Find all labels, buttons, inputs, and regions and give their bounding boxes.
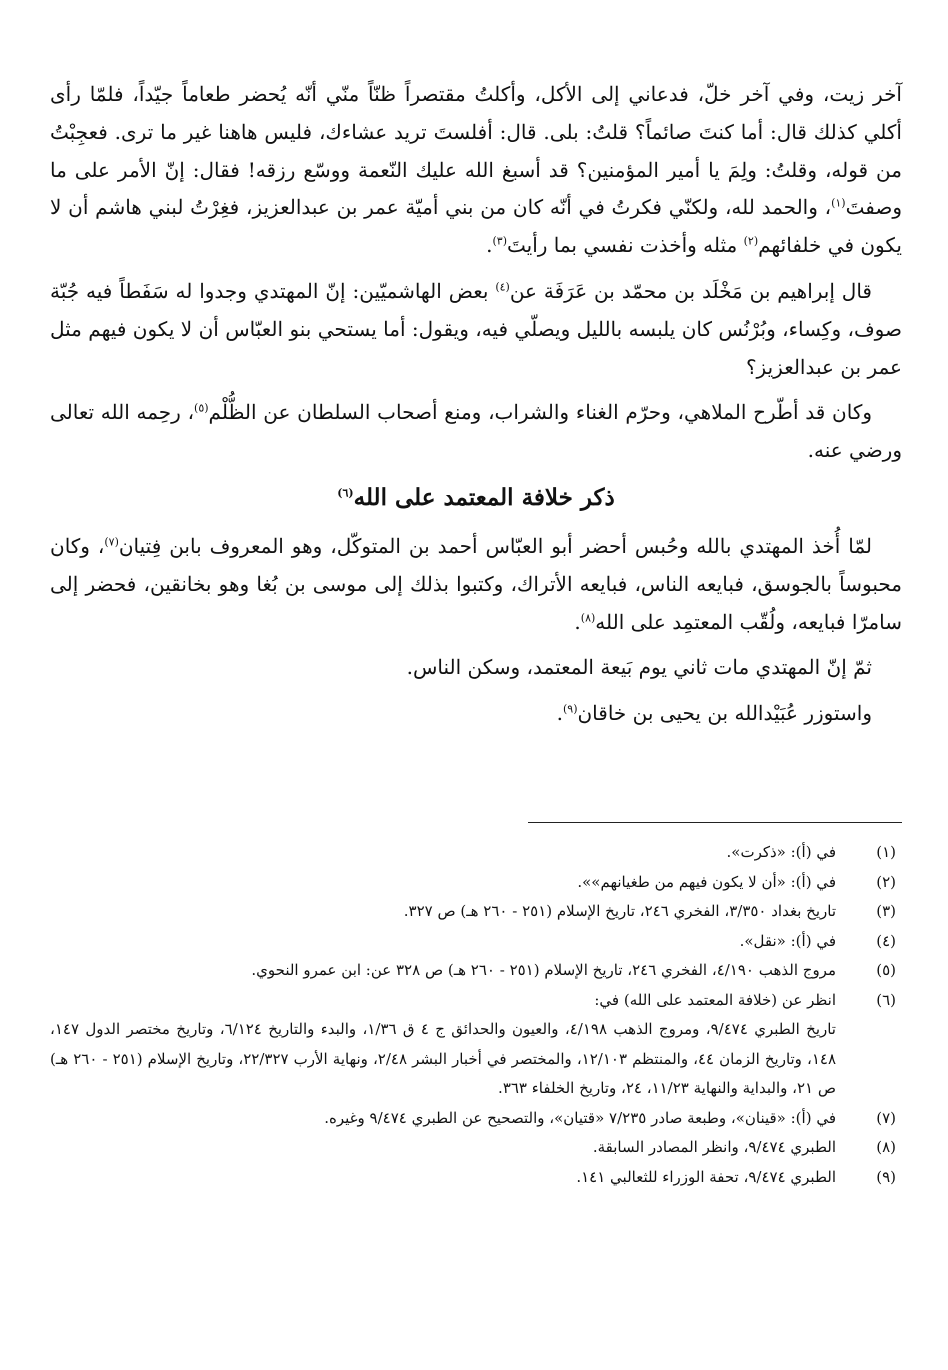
footnotes bbox=[50, 838, 902, 1192]
footnote-text: الطبري ٩/٤٧٤، وانظر المصادر السابقة. bbox=[592, 1138, 836, 1156]
footnote-text: في (أ): «ذكرت». bbox=[726, 843, 836, 861]
text-span: قال إبراهيم بن مَخْلَد بن محمّد بن عَرَفَة عن bbox=[509, 278, 872, 303]
footnote-text: انظر عن (خلافة المعتمد على الله) في: bbox=[594, 990, 836, 1009]
footnote-ref-3[interactable]: (٣) bbox=[492, 234, 507, 248]
footnote-item bbox=[50, 927, 902, 957]
footnote-item bbox=[50, 1163, 902, 1193]
footnote-item bbox=[50, 1015, 902, 1104]
footnote-ref-2[interactable]: (٢) bbox=[743, 234, 759, 248]
footnote-ref-9[interactable]: (٩) bbox=[562, 702, 578, 716]
footnote-number: (٣) bbox=[876, 902, 896, 920]
paragraph-2 bbox=[50, 273, 902, 386]
footnote-number: (٨) bbox=[876, 1138, 896, 1156]
footnote-item bbox=[50, 1133, 902, 1163]
footnote-ref-5[interactable]: (٥) bbox=[194, 401, 209, 415]
text-span: . bbox=[556, 701, 563, 726]
footnote-item bbox=[50, 838, 902, 868]
paragraph-4 bbox=[50, 528, 902, 641]
text-span: آخر زيت، وفي آخر خلّ، فدعاني إلى الأكل، وأكلتُ مقتصراً ظنّاً منّي أنّه يُحضر طعاماً جيّداً، فلمّا رأى أكلي كذلك قال: أما كنتَ صائماً؟ قلتُ: بلى. قال: أفلستَ تريد عشاءك، فليس هاهنا غير ما ترى. فعجِبْتُ من قوله، وقلتُ: ولِمَ يا أمير المؤمنين؟ قد أسبغ الله عليك النّعمة ووسّع رزقه! فقال: إنّ الأمر على ما وصفتَ bbox=[50, 82, 902, 220]
footnote-ref-1[interactable]: (١) bbox=[831, 196, 846, 210]
footnote-ref-8[interactable]: (٨) bbox=[580, 610, 596, 624]
footnote-item bbox=[50, 868, 902, 898]
text-span: ثمّ إنّ المهتدي مات ثاني يوم بَيعة المعتمد، وسكن الناس. bbox=[406, 655, 872, 680]
footnote-number: (٩) bbox=[876, 1167, 896, 1186]
footnote-text: تاريخ الطبري ٩/٤٧٤، ومروج الذهب ٤/١٩٨، والعيون والحدائق ج ٤ ق ١/٣٦، والبدء والتاريخ ٦/١٢٤، وتاريخ مختصر الدول ١٤٧، ١٤٨، وتاريخ الزمان ٤٤، والمنتظم ١٢/١٠٣، والمختصر في أخبار البشر ٢/٤٨، ونهاية الأرب ٢٢/٣٢٧، وتاريخ الإسلام (٢٥١ - ٢٦٠ هـ) ص ٢١، والبداية والنهاية ١١/٢٣، ٢٤، وتاريخ الخلفاء ٣٦٣. bbox=[50, 1020, 836, 1097]
footnote-text: في (أ): «أن لا يكون فيهم من طغيانهم»». bbox=[577, 872, 836, 891]
text-span: ، والحمد لله، ولكنّي فكرتُ في أنّه كان من بني أميّة عمر بن عبدالعزيز، فغِرْتُ لبني هاشم أن لا يكون في خلفائهم bbox=[50, 195, 902, 258]
footnote-item bbox=[50, 897, 902, 927]
paragraph-5 bbox=[50, 649, 902, 687]
main-text bbox=[50, 76, 902, 733]
footnote-text: تاريخ بغداد ٣/٣٥٠، الفخري ٢٤٦، تاريخ الإسلام (٢٥١ - ٢٦٠ هـ) ص ٣٢٧. bbox=[403, 902, 836, 920]
footnote-number: (٧) bbox=[876, 1108, 896, 1127]
footnote-text: مروج الذهب ٤/١٩٠، الفخري ٢٤٦، تاريخ الإسلام (٢٥١ - ٢٦٠ هـ) ص ٣٢٨ عن: ابن عمرو النحوي. bbox=[251, 961, 836, 979]
footnote-number: (٤) bbox=[876, 931, 896, 950]
footnote-number: (١) bbox=[876, 843, 896, 861]
text-span: . bbox=[486, 233, 493, 258]
text-span: ، وكان محبوساً بالجوسق، فبايعه الناس، فبايعه الأتراك، وكتبوا بذلك إلى موسى بن بُغا وهو بخانقين، فحضر إلى سامرّا فبايعه، ولُقّب المعتمِد على الله bbox=[50, 533, 902, 634]
paragraph-1 bbox=[50, 76, 902, 265]
text-span: واستوزر عُبَيْدالله بن يحيى بن خاقان bbox=[577, 701, 872, 726]
footnote-ref-6[interactable]: (٦) bbox=[337, 486, 354, 500]
footnote-text: في (أ): «قينان»، وطبعة صادر ٧/٢٣٥ «قتيان»، والتصحيح عن الطبري ٩/٤٧٤ وغيره. bbox=[324, 1108, 836, 1127]
footnote-text: الطبري ٩/٤٧٤، تحفة الوزراء للثعالبي ١٤١. bbox=[576, 1167, 836, 1186]
text-span: ، رحِمه الله تعالى ورضي عنه. bbox=[50, 400, 902, 463]
footnote-divider bbox=[528, 822, 902, 823]
footnote-item bbox=[50, 956, 902, 986]
footnote-number: (٥) bbox=[876, 961, 896, 979]
text-span: مثله وأخذت نفسي بما رأيتَ bbox=[506, 233, 744, 258]
footnote-number: (٢) bbox=[876, 872, 896, 891]
text-span: . bbox=[574, 609, 581, 634]
footnote-ref-4[interactable]: (٤) bbox=[495, 280, 510, 294]
footnote-ref-7[interactable]: (٧) bbox=[104, 535, 119, 549]
footnote-text: في (أ): «نقل». bbox=[739, 931, 836, 950]
text-span: لمّا أُخذ المهتدي بالله وحُبس أحضر أبو العبّاس أحمد بن المتوكّل، وهو المعروف بابن فِتيان bbox=[118, 533, 872, 558]
footnote-item bbox=[50, 1104, 902, 1134]
paragraph-6 bbox=[50, 695, 902, 733]
footnote-number: (٦) bbox=[876, 990, 896, 1009]
paragraph-3 bbox=[50, 394, 902, 470]
heading-text: ذكر خلافة المعتمد على الله bbox=[353, 483, 615, 511]
text-span: بعض الهاشميّين: إنّ المهتدي وجدوا له سَفَطاً فيه جُبّة صوف، وكِساء، وبُرْنُس كان يلبسه بالليل ويصلّي فيه، ويقول: أما يستحي بنو العبّاس أن لا يكون فيهم مثل عمر بن عبدالعزيز؟ bbox=[50, 278, 903, 379]
text-span: وكان قد أطّرح الملاهي، وحرّم الغناء والشراب، ومنع أصحاب السلطان عن الظُّلْم bbox=[208, 400, 873, 425]
footnote-item bbox=[50, 986, 902, 1016]
section-heading bbox=[50, 478, 902, 518]
